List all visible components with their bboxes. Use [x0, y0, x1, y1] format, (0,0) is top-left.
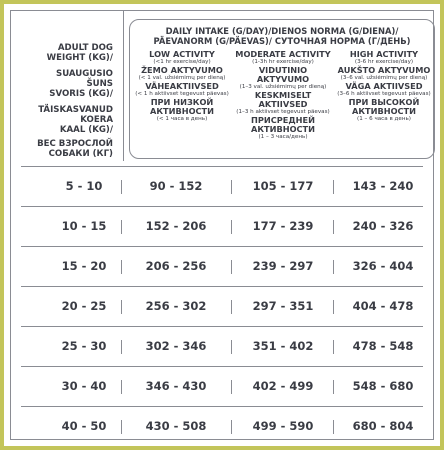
low-cell: 152 - 206: [145, 219, 207, 233]
high-cell: 404 - 478: [352, 299, 414, 313]
high-cell: 143 - 240: [352, 179, 414, 193]
activity-moderate: MODERATE ACTIVITY (1-3h hr exercise/day) VIDUTINIO AKTYVUMO (1–3 val. užsiėmimų per dieną) KESKMISELT AKTIIVSED (1–3 h aktiivset tegevust päevas) ПРИСРЕДНЕЙ АКТИВНОСТИ (1 – 3 часа/день): [235, 49, 331, 140]
table-row: [11, 327, 433, 365]
weight-label-lt: SUAUGUSIO ŠUNS SVORIS (KG)/: [49, 69, 113, 99]
moderate-cell: 105 - 177: [252, 179, 314, 193]
moderate-cell: 297 - 351: [252, 299, 314, 313]
intake-header: [129, 19, 435, 159]
table-border: [10, 10, 434, 440]
weight-label-ru: ВЕС ВЗРОСЛОЙ СОБАКИ (КГ): [37, 139, 113, 159]
low-cell: 302 - 346: [145, 339, 207, 353]
weight-cell: 20 - 25: [61, 299, 107, 313]
weight-header: [11, 11, 119, 161]
high-cell: 680 - 804: [352, 419, 414, 433]
activity-low: LOW ACTIVITY (<1 hr exercise/day) ŽEMO AKTYVUMO (< 1 val. užsiėmimų per dieną) VÄHEAKTIIVSED (< 1 h aktiivset tegevust päevas) ПРИ НИЗКОЙ АКТИВНОСТИ (< 1 часа в день): [135, 49, 229, 122]
table-row: [11, 367, 433, 405]
low-cell: 346 - 430: [145, 379, 207, 393]
weight-cell: 30 - 40: [61, 379, 107, 393]
weight-cell: 15 - 20: [61, 259, 107, 273]
high-cell: 240 - 326: [352, 219, 414, 233]
high-cell: 326 - 404: [352, 259, 414, 273]
moderate-cell: 177 - 239: [252, 219, 314, 233]
table-row: [11, 247, 433, 285]
intake-title: DAILY INTAKE (G/DAY)/DIENOS NORMA (G/DIENA)/ PÄEVANORM (G/PÄEVAS)/ СУТОЧНАЯ НОРМА (Г/ДЕНЬ): [153, 26, 411, 46]
weight-label-en: ADULT DOG WEIGHT (KG)/: [46, 43, 113, 63]
weight-cell: 5 - 10: [65, 179, 103, 193]
weight-label-et: TÄISKASVANUD KOERA KAAL (KG)/: [38, 105, 113, 135]
moderate-cell: 499 - 590: [252, 419, 314, 433]
low-cell: 90 - 152: [149, 179, 203, 193]
header-divider: [123, 11, 124, 161]
low-cell: 256 - 302: [145, 299, 207, 313]
weight-cell: 10 - 15: [61, 219, 107, 233]
moderate-cell: 402 - 499: [252, 379, 314, 393]
table-row: [11, 207, 433, 245]
moderate-cell: 239 - 297: [252, 259, 314, 273]
table-row: [11, 287, 433, 325]
weight-cell: 25 - 30: [61, 339, 107, 353]
weight-cell: 40 - 50: [61, 419, 107, 433]
high-cell: 548 - 680: [352, 379, 414, 393]
activity-high: HIGH ACTIVITY (3-6 hr exercise/day) AUKŠTO AKTYVUMO (3–6 val. užsiėmimų per dieną) VÄGA AKTIIVSED (3–6 h aktiivset tegevust päevas) ПРИ ВЫСОКОЙ АКТИВНОСТИ (1 – 6 часа в день): [337, 49, 431, 122]
table-row: [11, 407, 433, 445]
low-cell: 206 - 256: [145, 259, 207, 273]
moderate-cell: 351 - 402: [252, 339, 314, 353]
high-cell: 478 - 548: [352, 339, 414, 353]
table-row: [11, 167, 433, 205]
low-cell: 430 - 508: [145, 419, 207, 433]
